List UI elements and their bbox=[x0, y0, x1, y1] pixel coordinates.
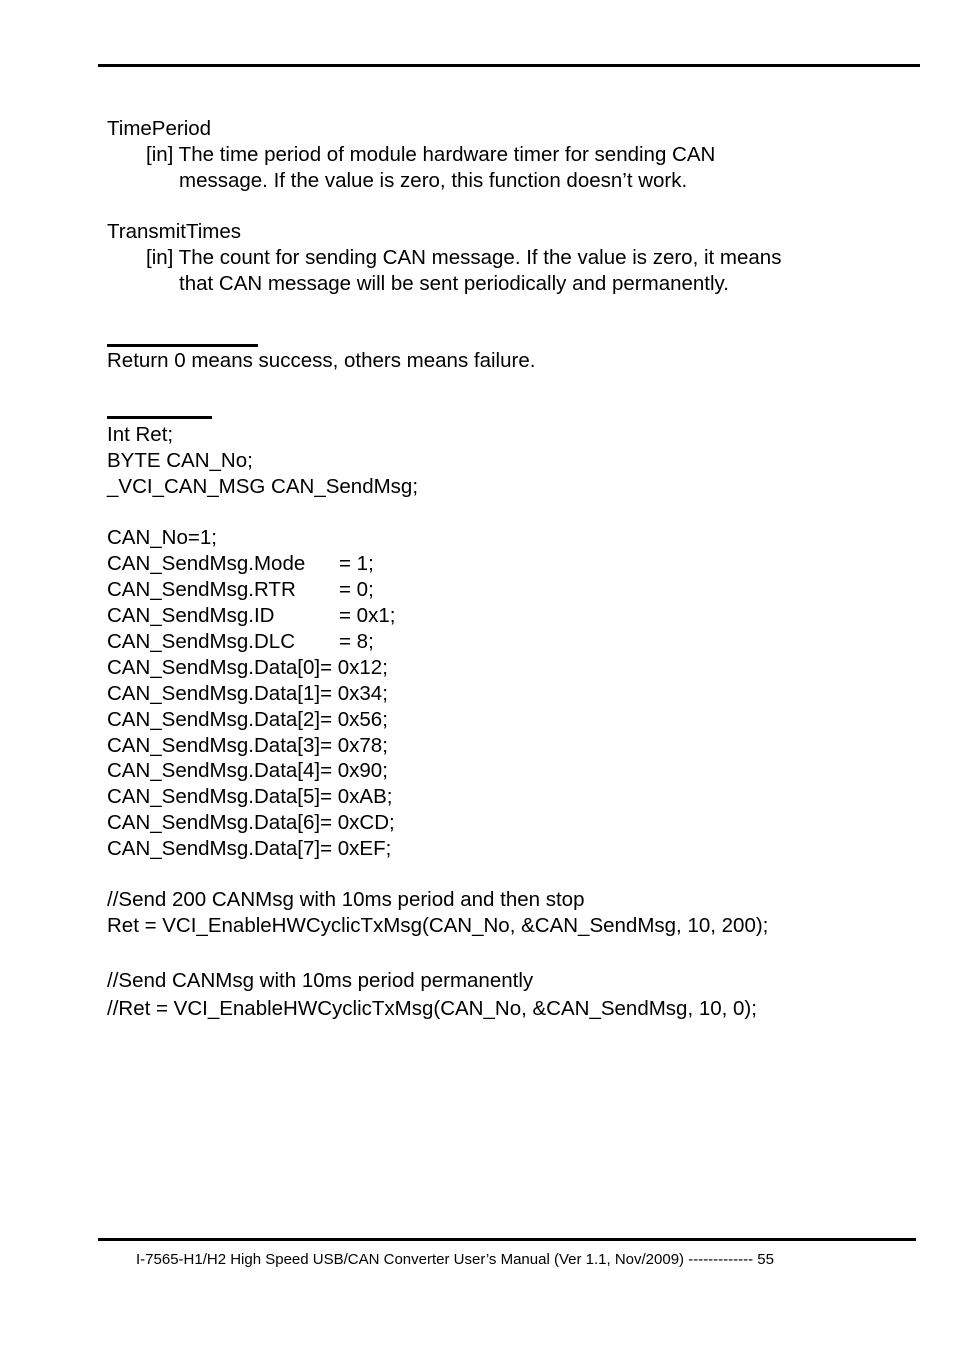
code-line-data-1: CAN_SendMsg.Data[1]= 0x34; bbox=[107, 682, 388, 705]
code-line-dlc bbox=[107, 629, 374, 655]
code-line-data-7: CAN_SendMsg.Data[7]= 0xEF; bbox=[107, 837, 392, 860]
code-line-assign-can-no: CAN_No=1; bbox=[107, 526, 217, 549]
param-desc-transmittimes-line2: that CAN message will be sent periodically and permanently. bbox=[179, 272, 729, 295]
code-field-name: CAN_SendMsg.RTR bbox=[107, 578, 296, 601]
header-rule bbox=[98, 64, 920, 67]
code-line-id bbox=[107, 603, 395, 629]
code-field-value: = 0x1; bbox=[339, 604, 396, 627]
code-field-name: CAN_SendMsg.Mode bbox=[107, 552, 306, 575]
param-name-timeperiod: TimePeriod bbox=[107, 117, 212, 140]
code-line-rtr bbox=[107, 577, 374, 603]
footer-rule bbox=[98, 1238, 916, 1241]
code-field-value: = 0; bbox=[339, 578, 374, 601]
example-heading-rule bbox=[107, 416, 212, 419]
code-line-decl-can-no: BYTE CAN_No; bbox=[107, 449, 253, 472]
code-line-data-3: CAN_SendMsg.Data[3]= 0x78; bbox=[107, 734, 388, 757]
code-field-name: CAN_SendMsg.ID bbox=[107, 604, 275, 627]
code-line-mode bbox=[107, 551, 374, 577]
code-line-data-5: CAN_SendMsg.Data[5]= 0xAB; bbox=[107, 785, 393, 808]
code-comment-send-permanent: //Send CANMsg with 10ms period permanently bbox=[107, 969, 534, 992]
page-footer: I-7565-H1/H2 High Speed USB/CAN Converter User’s Manual (Ver 1.1, Nov/2009) ------------- 55 bbox=[136, 1251, 774, 1268]
code-line-decl-sendmsg: _VCI_CAN_MSG CAN_SendMsg; bbox=[107, 475, 419, 498]
code-line-data-2: CAN_SendMsg.Data[2]= 0x56; bbox=[107, 708, 388, 731]
param-name-transmittimes: TransmitTimes bbox=[107, 220, 242, 243]
code-line-call-permanent: //Ret = VCI_EnableHWCyclicTxMsg(CAN_No, &CAN_SendMsg, 10, 0); bbox=[107, 997, 757, 1020]
code-line-call-200: Ret = VCI_EnableHWCyclicTxMsg(CAN_No, &CAN_SendMsg, 10, 200); bbox=[107, 914, 769, 937]
code-comment-send-200: //Send 200 CANMsg with 10ms period and then stop bbox=[107, 888, 585, 911]
param-desc-timeperiod-line2: message. If the value is zero, this function doesn’t work. bbox=[179, 169, 688, 192]
code-field-value: = 1; bbox=[339, 552, 374, 575]
code-field-value: = 8; bbox=[339, 630, 374, 653]
return-heading-rule bbox=[107, 344, 258, 347]
param-desc-transmittimes-line1: [in] The count for sending CAN message. If the value is zero, it means bbox=[146, 246, 782, 269]
code-line-decl-ret: Int Ret; bbox=[107, 423, 174, 446]
code-field-name: CAN_SendMsg.DLC bbox=[107, 630, 295, 653]
code-line-data-0: CAN_SendMsg.Data[0]= 0x12; bbox=[107, 656, 388, 679]
code-line-data-4: CAN_SendMsg.Data[4]= 0x90; bbox=[107, 759, 388, 782]
code-line-data-6: CAN_SendMsg.Data[6]= 0xCD; bbox=[107, 811, 395, 834]
return-value-text: Return 0 means success, others means failure. bbox=[107, 349, 536, 372]
param-desc-timeperiod-line1: [in] The time period of module hardware timer for sending CAN bbox=[146, 143, 716, 166]
